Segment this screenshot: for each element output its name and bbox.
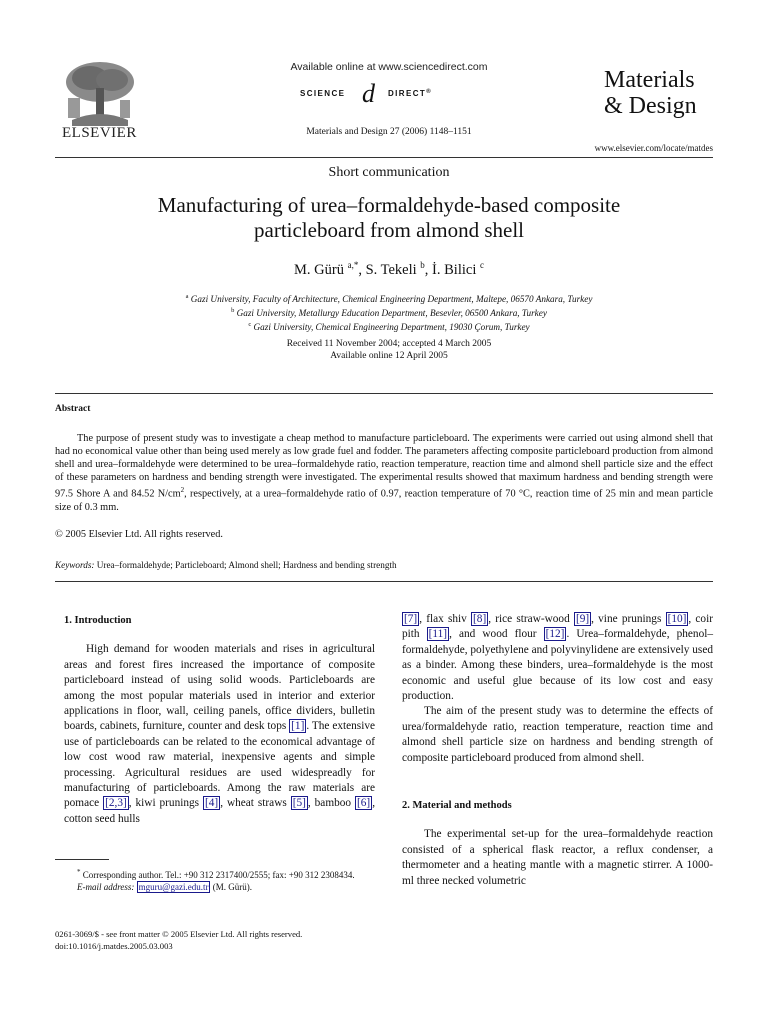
sd-direct-text: DIRECT® [388, 89, 433, 98]
abstract-copyright: © 2005 Elsevier Ltd. All rights reserved. [55, 529, 223, 540]
abstract-text: The purpose of present study was to investigate a cheap method to manufacture particleboard. The experiments were carried out using almond shell that had no economical value other than being used merely as low grade fuel and fodder. The parameters affecting composite particleboard production from almond shell and urea–formaldehyde were determined to be urea–formaldehyde ratio, reaction temperature, reaction time and almond shell particle size and the effect of these parameters on hardness and bending strength were investigated. The experimental results showed that maximum hardness and bending strength were 97.5 Shore A and 84.52 $N/cm^2$, respectively, at a urea–formaldehyde ratio of 0.97, reaction temperature of 70 °C, reaction time of 25 min and mean particle size of 0.3 mm. [55, 433, 713, 513]
affiliation-c: $^c$ Gazi University, Chemical Engineering Department, 19030 Çorum, Turkey [248, 321, 530, 333]
citation-link[interactable]: [9] [575, 613, 590, 625]
author-name: İ. Bilici [432, 261, 477, 278]
citation-link[interactable]: [7] [404, 613, 418, 625]
citation-link[interactable]: [5] [292, 797, 306, 810]
citation-link[interactable]: [10] [667, 613, 687, 625]
abstract-bottom-divider [55, 581, 713, 582]
citation-link[interactable]: [2,3] [105, 797, 127, 810]
affiliations [0, 291, 768, 333]
journal-citation: Materials and Design 27 (2006) 1148–1151 [306, 127, 472, 137]
affiliation-b: $^b$ Gazi University, Metallurgy Education Department, Besevler, 06500 Ankara, Turkey [231, 307, 547, 319]
corresponding-author-footnote: * Corresponding author. Tel.: +90 312 2317400/2555; fax: +90 312 2308434. E-mail address: mguru@gazi.edu.tr (M. Gürü). [77, 868, 355, 892]
citation-link[interactable]: [8] [473, 613, 487, 625]
author-name: M. Gürü [294, 261, 344, 278]
citation-link[interactable]: [11] [428, 628, 448, 641]
journal-title: Materials & Design [604, 67, 697, 119]
citation-link[interactable]: [4] [205, 797, 219, 810]
author-list: M. Gürü $^{a,*}$, S. Tekeli $^b$, İ. Bilici $^c$ [294, 260, 484, 278]
doi-link[interactable]: doi:10.1016/j.matdes.2005.03.003 [55, 941, 173, 952]
article-type: Short communication [328, 165, 450, 180]
aim-paragraph: The aim of the present study was to determine the effects of urea/formaldehyde ratio, reaction temperature, reaction time and almond shell particle size on hardness and bending strength of composite particleboard produced from almond shell. [402, 705, 713, 764]
sd-at-icon: d [362, 79, 375, 108]
header-divider [55, 157, 713, 158]
author-name: S. Tekeli [365, 261, 417, 278]
intro-paragraph-continued: [7] , flax shiv [8] , rice straw-wood [9] , vine prunings [10] , coir pith [11] , and wood flour [12] . Urea–formaldehyde, phenol–formaldehyde, polyethylene and polyvinylidene are extensively used as a binder. Among these binders, urea–formaldehyde is the most economic and useful glue because of its low cost and easy production. [402, 613, 713, 703]
sd-science-text: SCIENCE [300, 89, 346, 98]
citation-link[interactable]: [1] [291, 720, 305, 733]
journal-url[interactable]: www.elsevier.com/locate/matdes [594, 143, 713, 153]
section-heading-introduction: 1. Introduction [64, 615, 132, 626]
abstract-heading: Abstract [55, 404, 91, 414]
abstract-top-divider [55, 393, 713, 394]
intro-paragraph: High demand for wooden materials and rises in agricultural areas and forest fires increased the importance of composite particleboard instead of using solid woods. Particleboards are among the most popular materials used in interior and exterior applications in floor, wall, ceiling panels, office dividers, bulletin boards, cabinets, furniture, counter and desk tops [1] . The extensive use of particleboards can be related to the economical advantage of low cost wood raw material, inexpensive agents and simple processing. Agricultural residues are used widespreadly for manufacturing of particleboards. Among the raw materials are pomace [2,3] , kiwi prunings [4] , wheat straws [5] , bamboo [6] , cotton seed hulls [64, 643, 376, 825]
left-column [64, 613, 375, 827]
right-column [402, 612, 713, 889]
article-title: Manufacturing of urea–formaldehyde-based composite particleboard from almond shell [157, 193, 621, 242]
issn-doi: 0261-3069/$ - see front matter © 2005 Elsevier Ltd. All rights reserved. doi:10.1016/j.matdes.2005.03.003 [55, 929, 303, 952]
affiliation-a: $^a$ Gazi University, Faculty of Architecture, Chemical Engineering Department, Maltepe, 06570 Ankara, Turkey [185, 293, 593, 305]
methods-paragraph: The experimental set-up for the urea–formaldehyde reaction consisted of a spherical flask reactor, a reflux condenser, a thermometer and a heating mantle with a magnetic stirrer. A 1000-ml three necked volumetric [402, 828, 713, 887]
available-online-text[interactable]: Available online at www.sciencedirect.com [290, 61, 488, 73]
email-link[interactable]: mguru@gazi.edu.tr [138, 882, 209, 892]
sciencedirect-logo [260, 79, 490, 107]
keywords: Keywords: Urea–formaldehyde; Particleboard; Almond shell; Hardness and bending strength [55, 560, 397, 570]
section-heading-materials: 2. Material and methods [402, 800, 512, 812]
publisher-name: ELSEVIER [62, 125, 137, 141]
citation-link[interactable]: [6] [357, 797, 371, 810]
footnote-rule [55, 859, 109, 860]
article-dates: Received 11 November 2004; accepted 4 March 2005 Available online 12 April 2005 [286, 339, 492, 361]
citation-link[interactable]: [12] [545, 628, 565, 641]
